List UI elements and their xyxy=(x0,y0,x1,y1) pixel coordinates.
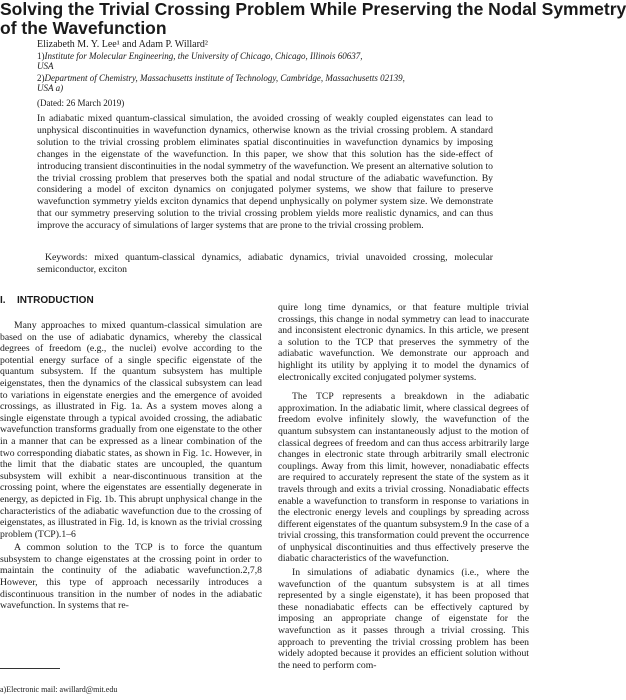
title-line-1: Solving the Trivial Crossing Problem While Preserving the Nodal Symmetry xyxy=(0,0,626,19)
right-paragraph-3: In simulations of adiabatic dynamics (i.e., where the wavefunction of the quantum subsystem is at all times represented by a single eigenstate), it has been proposed that these nonadiabatic effects can be effectively captured by imposing an appropriate change of eigenstate for the wavefunction as it passes through a trivial crossing. This approach to preventing the trivial crossing problem has been widely adopted because it provides an efficient solution without the need to perform com- xyxy=(278,567,529,671)
affiliation-1-marker: 1) xyxy=(37,51,45,61)
section-number: I. xyxy=(0,295,6,306)
affiliation-2-line-1: Department of Chemistry, Massachusetts institute of Technology, Cambridge, Massachusetts 02139, xyxy=(44,73,405,83)
footnote-divider xyxy=(0,668,60,669)
intro-paragraph-2: A common solution to the TCP is to force the quantum subsystem to change eigenstates at the crossing point in order to maintain the continuity of the adiabatic wavefunction.2,7,8 However, this type of approach necessarily introduces a discontinuous transition in the number of nodes in the adiabatic wavefunction. In systems that re- xyxy=(0,542,262,612)
author-list: Elizabeth M. Y. Lee¹ and Adam P. Willard² xyxy=(37,39,208,50)
right-column xyxy=(278,302,529,671)
affiliation-2 xyxy=(37,73,405,93)
title-line-2: of the Wavefunction xyxy=(0,18,167,38)
section-heading-introduction xyxy=(0,295,94,306)
left-column xyxy=(0,320,262,612)
affiliation-1-line-2: USA xyxy=(37,61,54,71)
paper-title xyxy=(0,0,626,38)
section-title: INTRODUCTION xyxy=(17,295,94,306)
affiliation-1 xyxy=(37,51,362,71)
affiliation-2-marker: 2) xyxy=(37,73,45,83)
keywords: Keywords: mixed quantum-classical dynamics, adiabatic dynamics, trivial unavoided crossing, molecular semiconductor, exciton xyxy=(37,252,493,275)
affiliation-2-line-2: USA a) xyxy=(37,83,64,93)
right-paragraph-2: The TCP represents a breakdown in the adiabatic approximation. In the adiabatic limit, where classical degrees of freedom evolve infinitely slowly, the wavefunction of the quantum subsystem can instantaneously adjust to the motion of classical degrees of freedom and can thus access arbitrarily large changes in electronic state through arbitrarily small electronic couplings. Away from this limit, however, nonadiabatic effects are required to accurately represent the state of the system as it travels through and exits a trivial crossing. Nonadiabatic effects enable a wavefunction to transform in response to variations in the electronic energy levels and couplings by spreading across different eigenstates of the quantum subsystem.9 In the case of a trivial crossing, this transformation could prevent the occurrence of unphysical discontinuities and thus effectively preserve the diabatic characteristics of the wavefunction. xyxy=(278,391,529,565)
right-paragraph-1: quire long time dynamics, or that feature multiple trivial crossings, this change in nodal symmetry can lead to inaccurate and inconsistent electronic dynamics. In this article, we present a solution to the TCP that preserves the symmetry of the adiabatic wavefunction. We demonstrate our approach and highlight its utility by applying it to model the dynamics of electronically excited conjugated polymer systems. xyxy=(278,302,529,383)
abstract: In adiabatic mixed quantum-classical simulation, the avoided crossing of weakly coupled eigenstates can lead to unphysical discontinuities in wavefunction dynamics, otherwise known as the trivial crossing problem. A standard solution to the trivial crossing problem eliminates spatial discontinuities in wavefunction dynamics by imposing changes in the eigenstate of the wavefunction. In this paper, we show that this solution has the side-effect of introducing transient discontinuities in the nodal symmetry of the wavefunction. We present an alternative solution to the trivial crossing problem that preserves both the spatial and nodal structure of the adiabatic wavefunction. By considering a model of exciton dynamics on conjugated polymer systems, we show that failure to preserve wavefunction symmetry yields exciton dynamics that depend unphysically on polymer system size. We demonstrate that our symmetry preserving solution to the trivial crossing problem yields more realistic dynamics, and can thus improve the accuracy of simulations of larger systems that are prone to the trivial crossing problem. xyxy=(37,113,493,232)
dated-line: (Dated: 26 March 2019) xyxy=(37,98,125,108)
intro-paragraph-1: Many approaches to mixed quantum-classical simulation are based on the use of adiabatic dynamics, whereby the classical degrees of freedom (e.g., the nuclei) evolve according to the potential energy surface of a single specific eigenstate of the quantum subsystem. If the quantum subsystem has multiple eigenstates, then the dynamics of the classical subsystem can lead to variations in eigenstate energies and the emergence of avoided crossings, as illustrated in Fig. 1a. As a system moves along a single eigenstate through a typical avoided crossing, the adiabatic wavefunction transforms gradually from one eigenstate to the other in a manner that can be expressed as a linear combination of the two corresponding diabatic states, as shown in Fig. 1c. However, in the limit that the diabatic states are uncoupled, the quantum subsystem will exhibit a near-discontinuous transition at the crossing point, where the eigenstates are essentially degenerate in energy, as depicted in Fig. 1b. This abrupt unphysical change in the characteristics of the adiabatic wavefunction due to the crossing of eigenstates, as illustrated in Fig. 1d, is known as the trivial crossing problem (TCP).1–6 xyxy=(0,320,262,540)
affiliation-1-line-1: Institute for Molecular Engineering, the University of Chicago, Chicago, Illinois 60637, xyxy=(44,51,363,61)
footnote-email: a)Electronic mail: awillard@mit.edu xyxy=(0,685,118,694)
